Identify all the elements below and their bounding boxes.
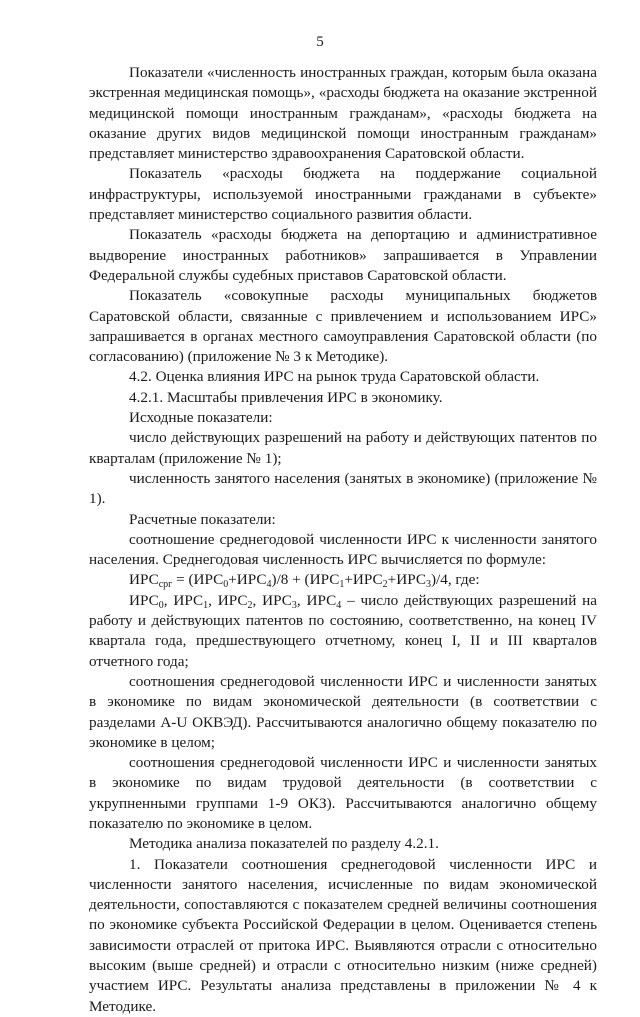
formula-definitions: $ИРС_0$, $ИРС_1$, $ИРС_2$, $ИРС_3$, $ИРС_4$ – число действующих разрешений на работу и действующих патентов по состоянию, соответственно, на конец IV квартала года, предшествующего отчетному, конец I, II и III кварталов отчетного года;: [89, 591, 598, 670]
section-heading-4-2: 4.2. Оценка влияния ИРС на рынок труда Саратовской области.: [129, 368, 540, 386]
section-heading-4-2-1: 4.2.1. Масштабы привлечения ИРС в экономику.: [129, 388, 443, 406]
paragraph-employed-population: численность занятого населения (занятых в экономике) (приложение № 1).: [89, 469, 597, 508]
analysis-method-heading: Методика анализа показателей по разделу 4.2.1.: [129, 835, 439, 853]
paragraph-permits-count: число действующих разрешений на работу и действующих патентов по кварталам (приложение № 1);: [89, 429, 597, 467]
paragraph-analysis-item-1: 1. Показатели соотношения среднегодовой численности ИРС и численности занятого населения, исчисленные по видам экономической деятельности, сопоставляются с показателем средней величины соотношения по экономике субъекта Российской Федерации в целом. Оценивается степень зависимости отраслей от притока ИРС. Выявляются отрасли с относительно высоким (выше средней) и отрасли с относительно низким (ниже средней) участием ИРС. Результаты анализа представлены в приложении № 4 к Методике.: [89, 855, 597, 1015]
paragraph-ratio-intro: соотношение среднегодовой численности ИРС к численности занятого населения. Среднегодовая численность ИРС вычисляется по формуле:: [89, 530, 597, 569]
paragraph-health-indicators: Показатели «численность иностранных граждан, которым была оказана экстренная медицинская помощь», «расходы бюджета на оказание экстренной медицинской помощи иностранным гражданам», «расходы бюджета на оказание других видов медицинской помощи иностранным гражданам» представляет министерство здравоохранения Саратовской области.: [89, 64, 597, 163]
paragraph-ratio-okz: соотношения среднегодовой численности ИРС и численности занятых в экономике по видам трудовой деятельности (в соответствии с укрупненными группами 1-9 ОКЗ). Рассчитываются аналогично общему показателю по экономике в целом.: [89, 754, 597, 832]
paragraph-ratio-okved: соотношения среднегодовой численности ИРС и численности занятых в экономике по видам экономической деятельности (в соответствии с разделами A-U ОКВЭД). Рассчитываются аналогично общему показателю по экономике в целом;: [89, 672, 597, 751]
paragraph-deportation: Показатель «расходы бюджета на депортацию и административное выдворение иностранных работников» запрашивается в Управлении Федеральной службы судебных приставов Саратовской области.: [89, 226, 597, 284]
page-number: 5: [316, 34, 324, 50]
calculated-indicators-label: Расчетные показатели:: [129, 510, 276, 528]
paragraph-municipal-budgets: Показатель «совокупные расходы муниципальных бюджетов Саратовской области, связанные с привлечением и использованием ИРС» запрашивается в органах местного самоуправления Саратовской области (по согласованию) (приложение № 3 к Методике).: [89, 287, 597, 366]
paragraph-social-infrastructure: Показатель «расходы бюджета на поддержание социальной инфраструктуры, используемой иностранными гражданами в субъекте» представляет министерство социального развития области.: [89, 165, 597, 224]
formula-average-annual: $ИРС_{срг} = (ИРС_0+ИРС_4)/8 + (ИРС_1+ИРС_2+ИРС_3)/4$, где:: [129, 571, 480, 591]
source-indicators-label: Исходные показатели:: [129, 409, 273, 427]
document-body: [89, 63, 597, 1017]
